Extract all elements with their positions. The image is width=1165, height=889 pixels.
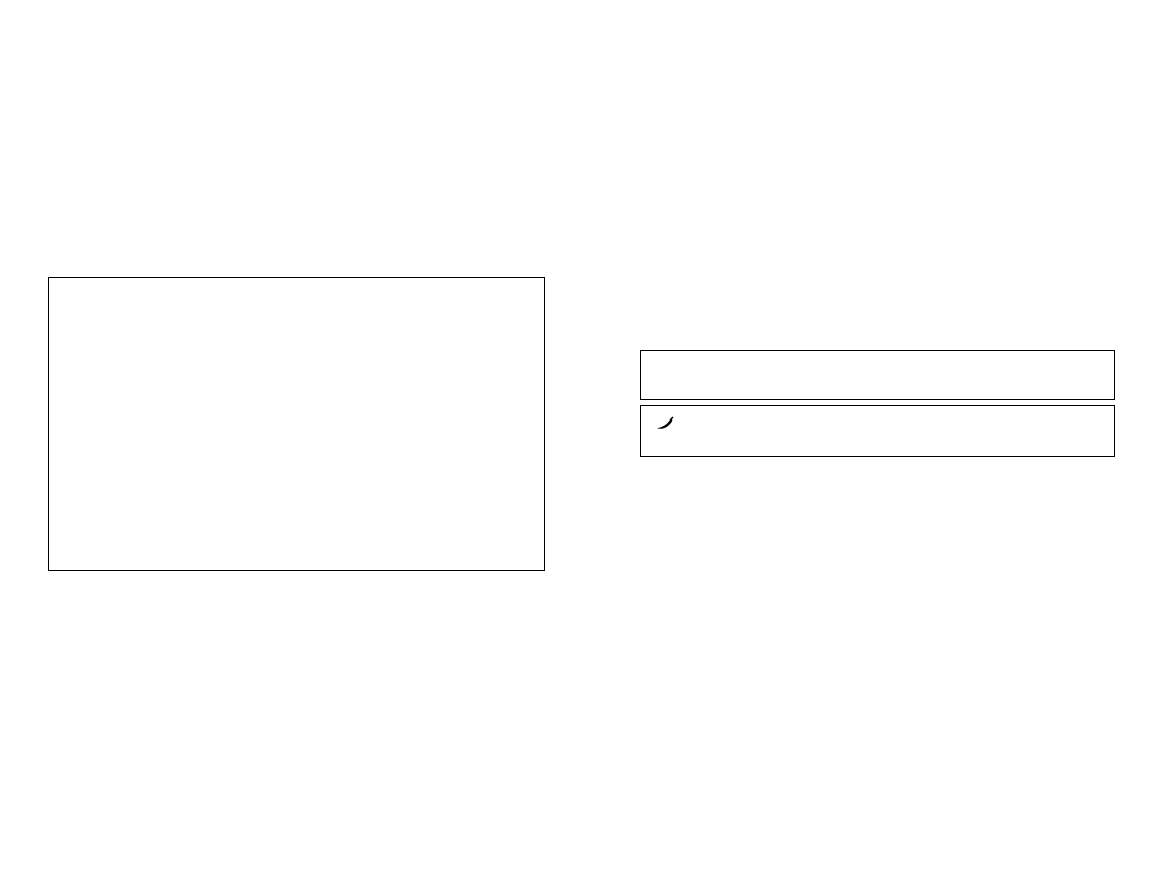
chili-pepper-icon: [655, 416, 675, 430]
pho-chay-box: [640, 350, 1115, 400]
bun-bo-hue-box: [640, 405, 1115, 457]
pho-box: [48, 277, 545, 571]
